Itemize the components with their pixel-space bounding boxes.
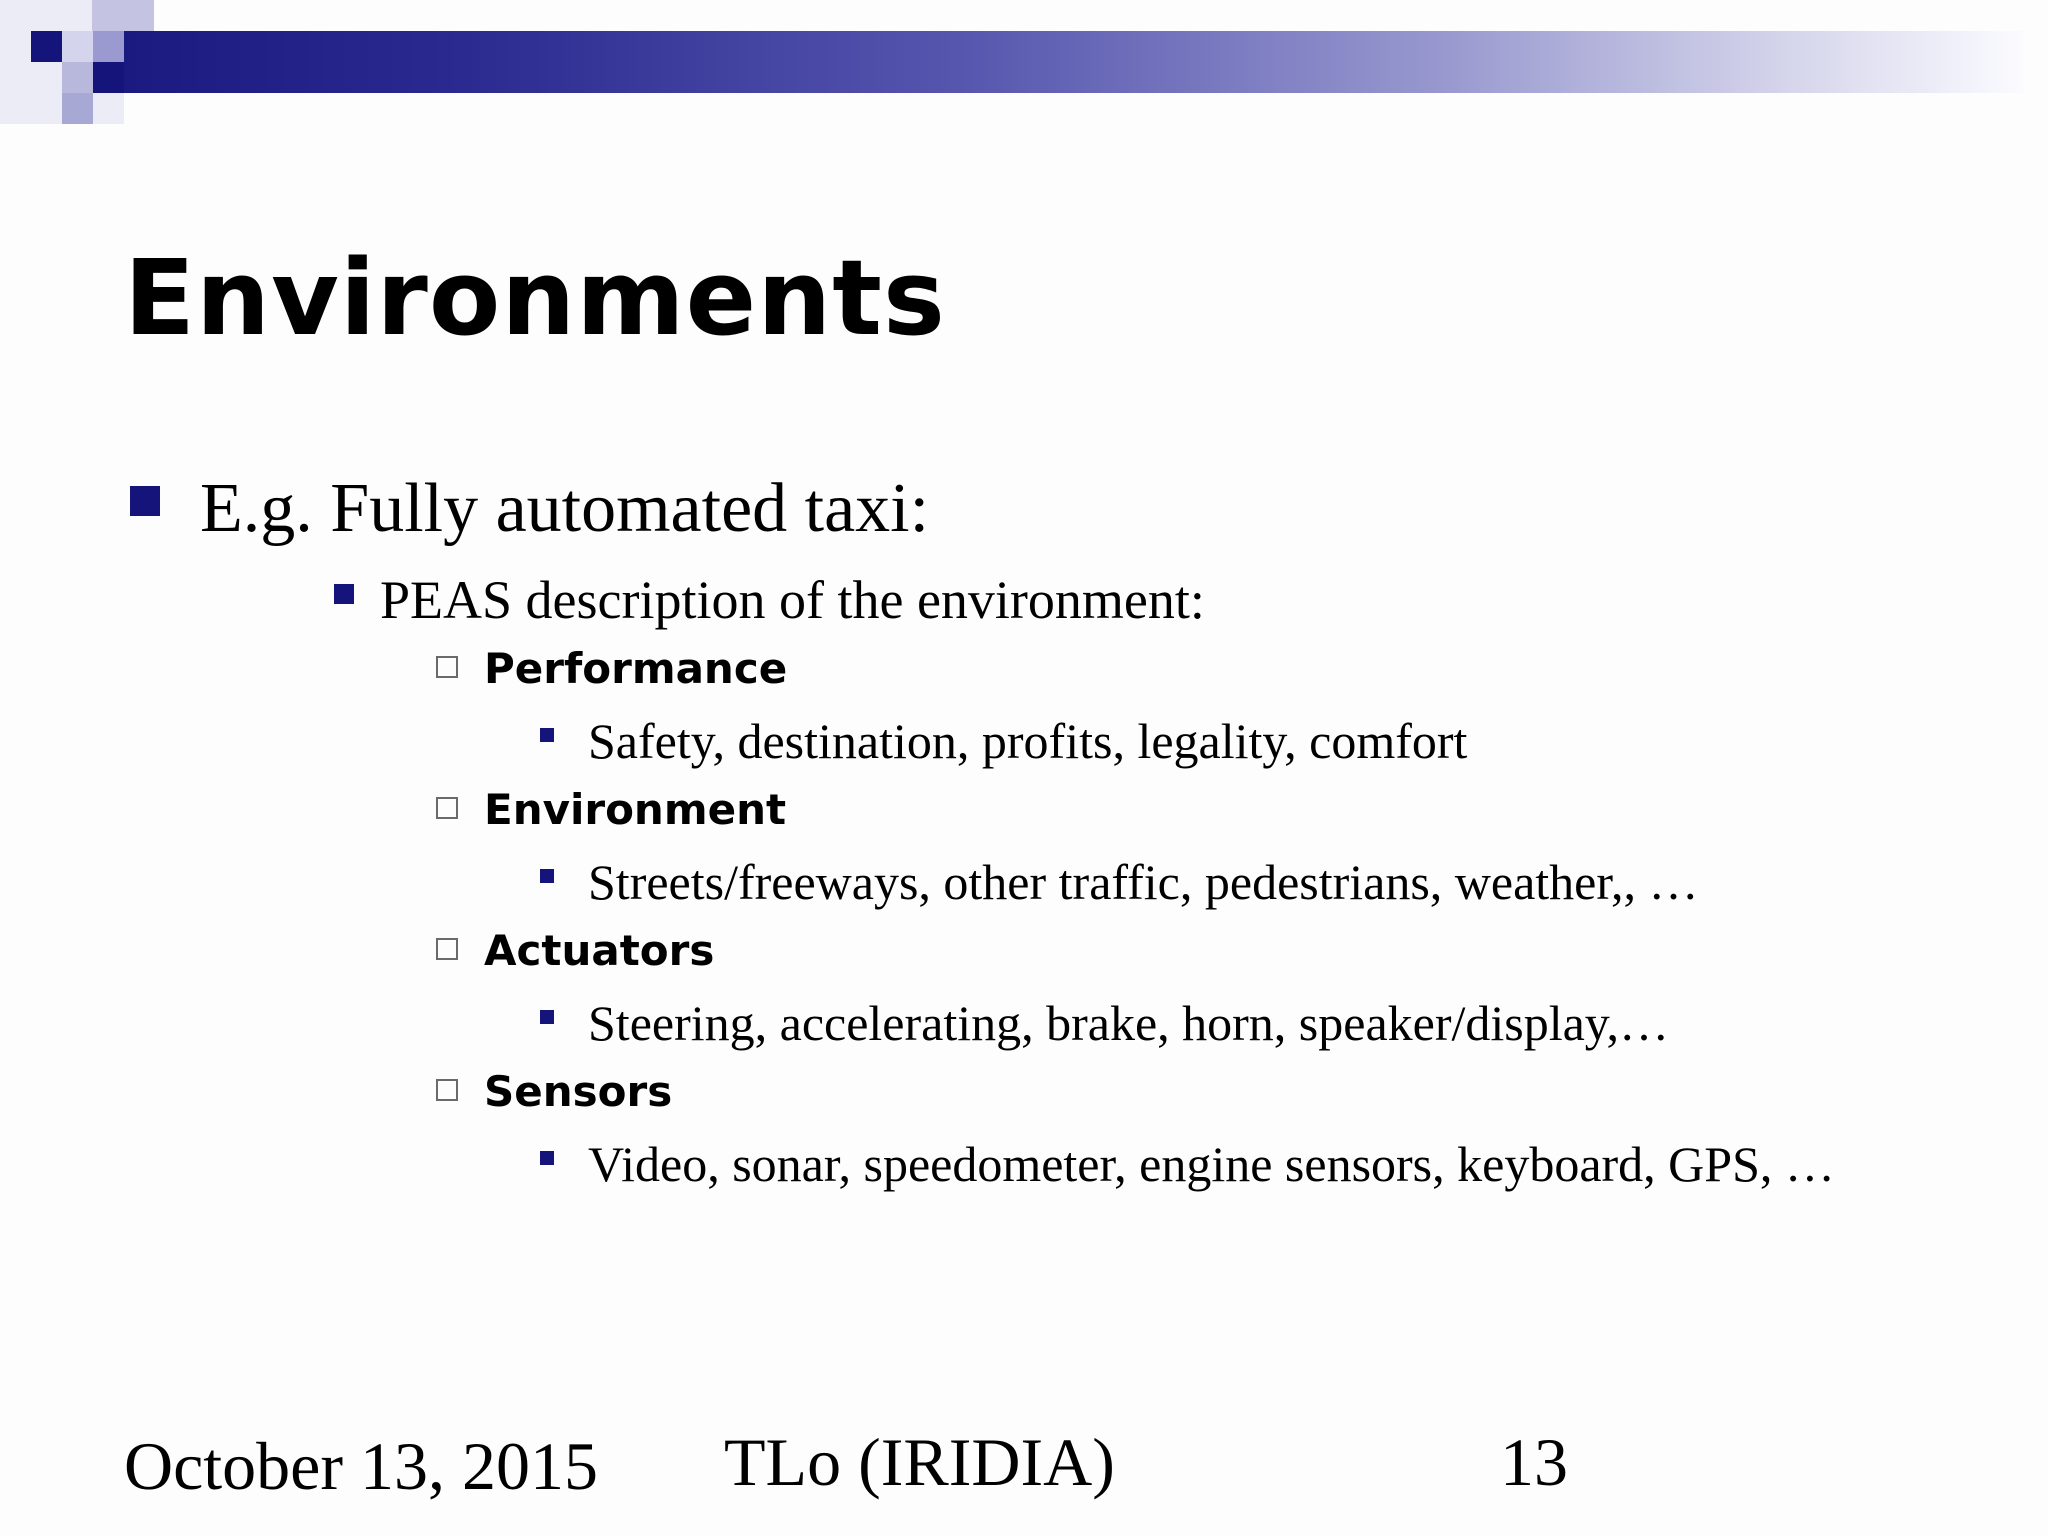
- slide-title: Environments: [124, 237, 946, 359]
- section-heading-performance: Performance: [484, 644, 788, 693]
- footer-page-number: 13: [1500, 1424, 1568, 1500]
- bullet-level1-text: E.g. Fully automated taxi:: [200, 470, 930, 547]
- section-heading-environment: Environment: [484, 785, 787, 834]
- section-heading-actuators: Actuators: [484, 926, 715, 975]
- filled-square-bullet-icon: [540, 1151, 554, 1165]
- section-detail-environment: Streets/freeways, other traffic, pedestrians, weather,, …: [588, 854, 1699, 910]
- section-detail-actuators: Steering, accelerating, brake, horn, speaker/display,…: [588, 995, 1670, 1051]
- header-square: [93, 31, 124, 62]
- footer-author: TLo (IRIDIA): [724, 1424, 1115, 1500]
- section-detail-sensors: Video, sonar, speedometer, engine sensors, keyboard, GPS, …: [588, 1136, 1835, 1192]
- footer-date: October 13, 2015: [124, 1428, 599, 1504]
- bullet-level2-text: PEAS description of the environment:: [380, 570, 1205, 630]
- header-square: [31, 31, 62, 62]
- filled-square-bullet-icon: [540, 869, 554, 883]
- filled-square-bullet-icon: [334, 584, 354, 604]
- header-square: [62, 31, 93, 62]
- header-gradient-bar: [124, 31, 2024, 93]
- header-square: [92, 0, 154, 31]
- header-square: [62, 62, 93, 93]
- hollow-square-bullet-icon: [436, 938, 458, 960]
- header-square: [62, 93, 93, 124]
- filled-square-bullet-icon: [540, 728, 554, 742]
- hollow-square-bullet-icon: [436, 1079, 458, 1101]
- section-heading-sensors: Sensors: [484, 1067, 673, 1116]
- header-square: [93, 62, 124, 93]
- hollow-square-bullet-icon: [436, 797, 458, 819]
- filled-square-bullet-icon: [540, 1010, 554, 1024]
- filled-square-bullet-icon: [130, 486, 160, 516]
- hollow-square-bullet-icon: [436, 656, 458, 678]
- section-detail-performance: Safety, destination, profits, legality, comfort: [588, 713, 1468, 769]
